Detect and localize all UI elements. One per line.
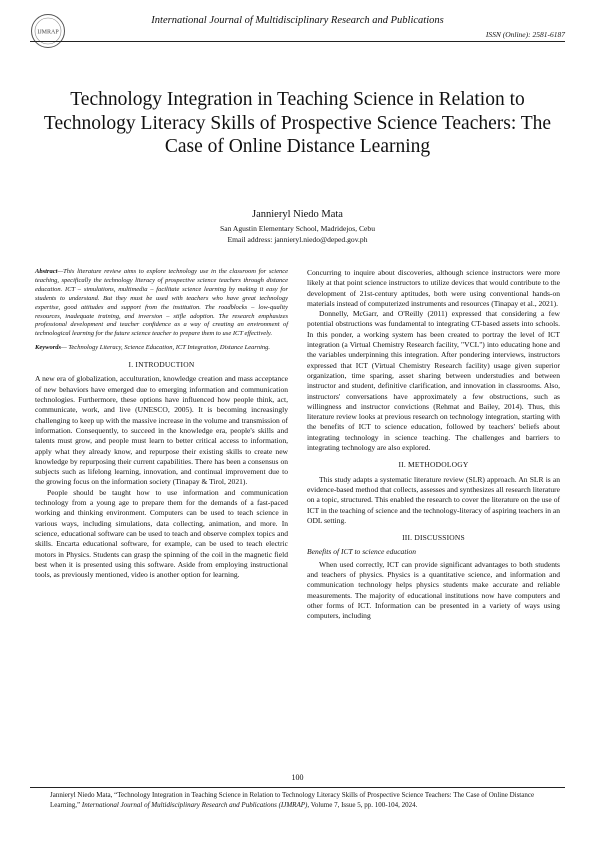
keywords-label: Keywords [35, 344, 61, 352]
citation-details: , Volume 7, Issue 5, pp. 100-104, 2024. [307, 800, 418, 809]
abstract [35, 268, 288, 339]
section-heading-introduction: I. INTRODUCTION [128, 360, 195, 370]
methodology-paragraph: This study adapts a systematic literature review (SLR) approach. An SLR is an evidence-based method that collects, assesses and synthesizes all research literature on a topic, structured. This enabled the research to cover the literature on the use of ICT in the teaching of science and the technology-literacy of aspiring teachers in an ODL setting. [307, 474, 560, 525]
author-name: Jannieryl Niedo Mata [252, 209, 343, 220]
paper-title: Technology Integration in Teaching Science in Relation to Technology Literacy Skills of Prospective Science Teachers: The Case of Online Distance Learning [43, 89, 552, 157]
journal-name: International Journal of Multidisciplinary Research and Publications [151, 15, 444, 26]
affiliation-line: San Agustin Elementary School, Madridejos, Cebu [219, 224, 376, 233]
abstract-text: —This literature review aims to explore technology use in the classroom for science teaching, specifically the technology literacy of prospective science teachers through distance education. ICT – simulations, multimedia – facilitate science learning by making it easy for students to understand. But they must be used with teachers who have great technology expertise, good attitudes and support from the institution. The roadblocks – low-quality resources, inadequate training, and inversion – stifle adoption. The research emphasizes professional development and teacher confidence as a way of creating an environment of technological learning for the future science teacher to prepare them to use ICT effectively. [35, 268, 288, 338]
email-line[interactable]: Email address: jannieryl.niedo@deped.gov.ph [227, 235, 368, 244]
right-column [307, 268, 560, 622]
section-heading-discussions: III. DISCUSSIONS [402, 533, 465, 543]
intro-paragraph-1: A new era of globalization, acculturation, knowledge creation and mass acceptance of new behaviors have emerged due to emerging information and communication technologies. Furthermore, these options have influenced how people think, act, communicate, work, and live (UNESCO, 2005). It is becoming increasingly challenging to keep up with the massive increase in the volume and transmission of information. Consequently, to succeed in the knowledge era, people's skills and talents must grow, and people must learn to better critical access to information, apply what they already know, and repurpose their existing skills to create new knowledge by repurposing their current capabilities. There has been a consensus on subjects such as lifelong learning, innovation, and continual improvement due to the growing focus on the information society (Tinapay & Tirol, 2021). [35, 374, 288, 487]
intro-paragraph-4: Donnelly, McGarr, and O'Reilly (2011) expressed that considering a few potential obstructions was fundamental to integrating CT-based assets into schools. In this ponder, a working system has been created to portray the level of ICT integration (a Virtual Chemistry Research facility, "VCL") into educating hone and the variables underpinning this integration. After pondering interviews, instructors expressed that ICT (Virtual Chemistry Research facility) usage given superior organization, time sparing, asset sharing between understudies and between instructor and student, definitive clarification, and innovation in classrooms. Also, instructors' conversations have approximately a few obstructions, such as willingness and instructor convictions (Rehmat and Bailey, 2014). Thus, this literature review looks at previous research on technology integration, starting with the benefits of ICT to science education, followed by teachers' beliefs about integrating technology in science teaching. The challenges and barriers to integrating technology are also explored. [307, 309, 560, 453]
page-number: 100 [291, 773, 304, 782]
abstract-label: Abstract [35, 268, 58, 275]
intro-paragraph-2: People should be taught how to use information and communication technology from a young age to prepare them for the demands of a fast-paced working and thinking environment. Computers can be used to teach science in various ways, including simulations, data collecting, animation, and more. In science, educational software can be used to teach and observe complex topics and skills. Encarta educational software, for example, can be used to teach electric motors in Physics. Students can grasp the spinning of the coil in the magnetic field best when it is presented using this software. Aside from employing instructional tools, as previously mentioned, video is another option for learning. [35, 487, 288, 580]
subsection-heading-benefits: Benefits of ICT to science education [307, 547, 417, 557]
discussion-paragraph-1: When used correctly, ICT can provide significant advantages to both students and teachers of physics. Physics is a quantitative science, and information and communication technology helps physics students make accurate and reliable measurements. The majority of educational institutions now have computers and other forms of ICT. Information can be presented in a variety of ways using computers, including [307, 559, 560, 621]
footer-divider [30, 787, 565, 788]
citation-text: Jannieryl Niedo Mata, “Technology Integration in Teaching Science in Relation to Technology Literacy Skills of Prospective Science Teachers: The Case of Online Distance Learning,” [50, 791, 535, 809]
issn: ISSN (Online): 2581-6187 [485, 30, 565, 39]
keywords-text: — Technology Literacy, Science Education, ICT Integration, Distance Learning. [61, 344, 271, 352]
author-affiliation [0, 223, 595, 245]
keywords [35, 344, 288, 353]
citation-footer [50, 791, 560, 811]
citation-journal: International Journal of Multidisciplinary Research and Publications (IJMRAP) [81, 800, 308, 809]
logo-text: IJMRAP [37, 29, 59, 36]
header-divider [30, 41, 565, 42]
left-column [35, 268, 288, 580]
section-heading-methodology: II. METHODOLOGY [398, 460, 469, 470]
intro-paragraph-3: Concurring to inquire about discoveries, although science instructors were more likely at that point science instructors to utilize devices that would contribute to the development of 21st-century aptitudes, both were using conventional hands-on materials instead of computerized instruments and resources (Tinapay et al., 2021). [307, 268, 560, 308]
